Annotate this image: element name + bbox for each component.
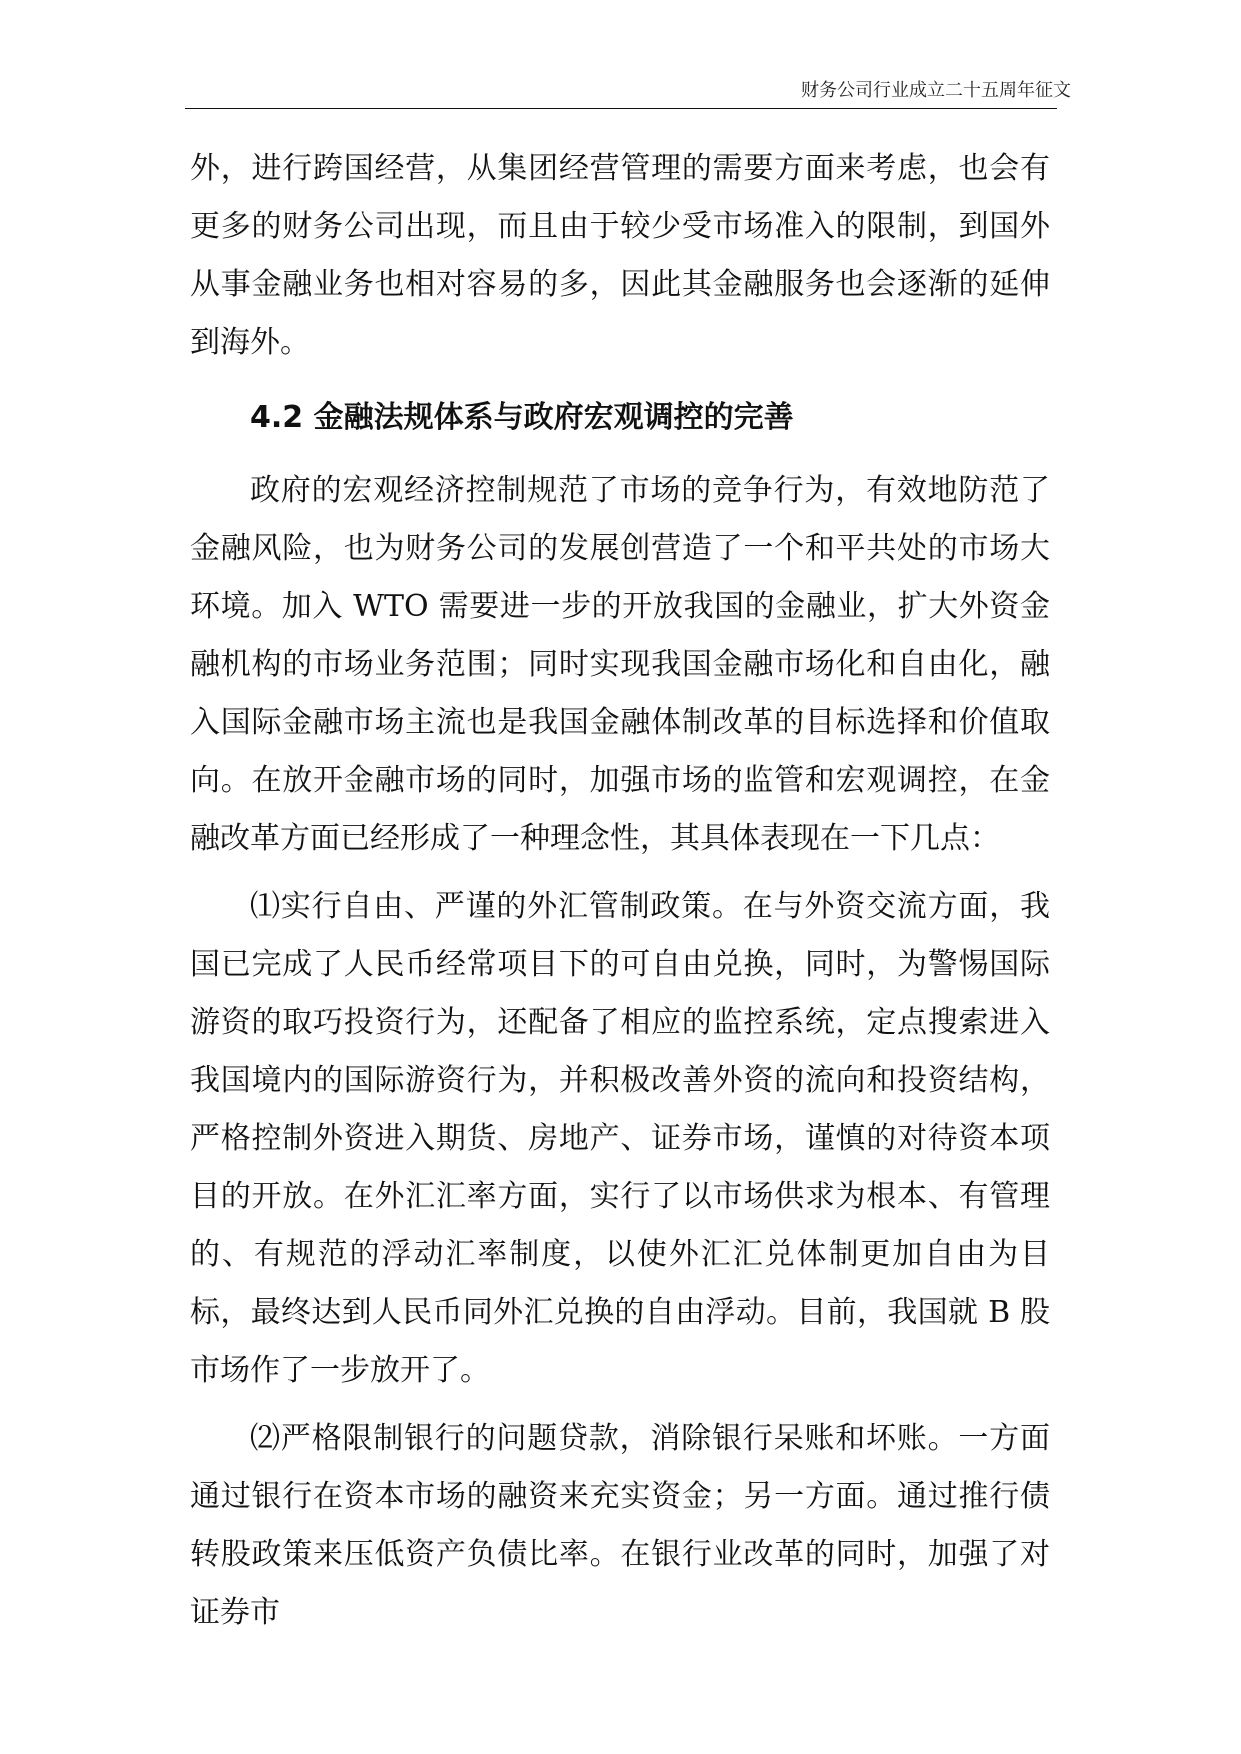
- paragraph-point-1: ⑴实行自由、严谨的外汇管制政策。在与外资交流方面，我国已完成了人民币经常项目下的可自由兑换，同时，为警惕国际游资的取巧投资行为，还配备了相应的监控系统，定点搜索进入我国境内的国际游资行为，并积极改善外资的流向和投资结构，严格控制外资进入期货、房地产、证券市场，谨慎的对待资本项目的开放。在外汇汇率方面，实行了以市场供求为根本、有管理的、有规范的浮动汇率制度，以使外汇汇兑体制更加自由为目标，最终达到人民币同外汇兑换的自由浮动。目前，我国就 B 股市场作了一步放开了。: [190, 889, 1050, 1388]
- section-heading: 4.2 金融法规体系与政府宏观调控的完善: [250, 400, 794, 435]
- document-body: [190, 140, 1050, 1642]
- header-rule: [185, 108, 1057, 109]
- paragraph-intro: 政府的宏观经济控制规范了市场的竞争行为，有效地防范了金融风险，也为财务公司的发展创营造了一个和平共处的市场大环境。加入 WTO 需要进一步的开放我国的金融业，扩大外资金融机构的市场业务范围；同时实现我国金融市场化和自由化，融入国际金融市场主流也是我国金融体制改革的目标选择和价值取向。在放开金融市场的同时，加强市场的监管和宏观调控，在金融改革方面已经形成了一种理念性，其具体表现在一下几点：: [190, 473, 1050, 856]
- running-header: 财务公司行业成立二十五周年征文: [801, 80, 1071, 101]
- paragraph-point-2: ⑵严格限制银行的问题贷款，消除银行呆账和坏账。一方面通过银行在资本市场的融资来充实资金；另一方面。通过推行债转股政策来压低资产负债比率。在银行业改革的同时，加强了对证券市: [190, 1421, 1050, 1630]
- paragraph-continuation: 外，进行跨国经营，从集团经营管理的需要方面来考虑，也会有更多的财务公司出现，而且由于较少受市场准入的限制，到国外从事金融业务也相对容易的多，因此其金融服务也会逐渐的延伸到海外。: [190, 151, 1050, 360]
